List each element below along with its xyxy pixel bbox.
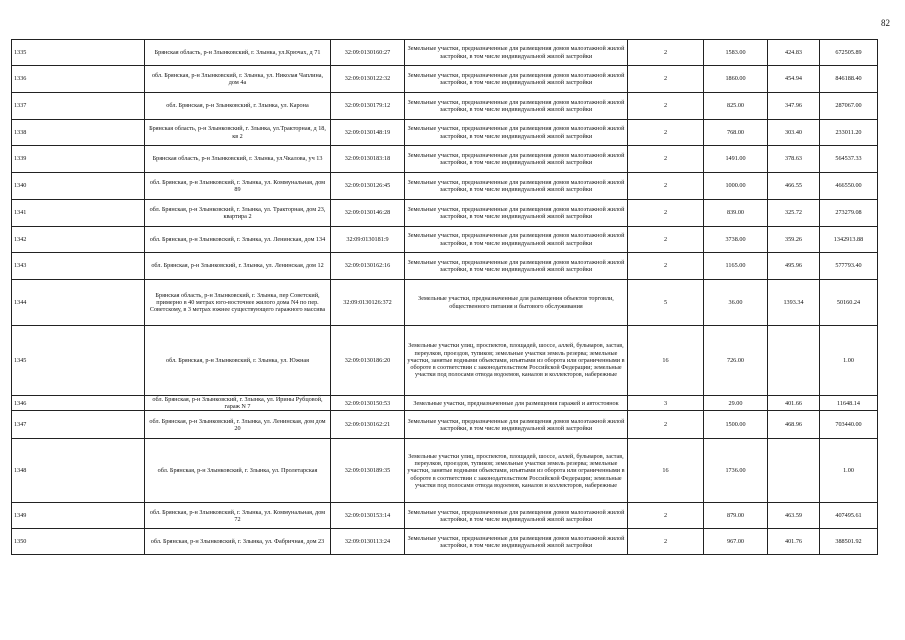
permitted-use-cell: Земельные участки, предназначенные для размещения домов малоэтажной жилой застройки, в том числе индивидуальной жилой застройки	[405, 529, 628, 555]
permitted-use-cell: Земельные участки, предназначенные для размещения гаражей и автостоянок	[405, 396, 628, 411]
row-number: 1345	[12, 326, 145, 396]
address-cell: обл. Брянская, р-н Злынковский, г. Злынка, ул. Ленинская, дом дом 20	[145, 411, 331, 439]
unit-value-cell: 466.55	[768, 173, 820, 200]
address-cell: обл. Брянская, р-н Злынковский, г. Злынка, ул. Николая Чаплина, дом 4а	[145, 66, 331, 93]
category-cell: 2	[628, 253, 704, 280]
cadastral-value-cell: 388501.92	[820, 529, 878, 555]
unit-value-cell: 424.83	[768, 40, 820, 66]
unit-value-cell	[768, 439, 820, 503]
address-cell: обл. Брянская, р-н Злынковский, г. Злынка, ул. Коммунальная, дом 89	[145, 173, 331, 200]
cadastral-number-cell: 32:09:0130162:21	[331, 411, 405, 439]
area-cell: 29.00	[704, 396, 768, 411]
table-row	[12, 396, 878, 411]
table-row	[12, 439, 878, 503]
area-cell: 1500.00	[704, 411, 768, 439]
category-cell: 2	[628, 173, 704, 200]
cadastral-value-cell: 1.00	[820, 326, 878, 396]
address-cell: Брянская область, р-н Злынковский, г. Злынка, пер Советский, примерно в 40 метрах юго-восточнее жилого дома N4 по пер. Советскому, в 3 метрах южнее существующего гаражного массива	[145, 280, 331, 326]
area-cell: 839.00	[704, 200, 768, 227]
table-row	[12, 93, 878, 120]
row-number: 1347	[12, 411, 145, 439]
cadastral-number-cell: 32:09:0130122:32	[331, 66, 405, 93]
unit-value-cell: 1393.34	[768, 280, 820, 326]
address-cell: обл. Брянская, р-н Злынковский, г. Злынка, ул. Коммунальная, дом 72	[145, 503, 331, 529]
address-cell: обл. Брянская, р-н Злынковский, г. Злынка, ул. Фабричная, дом 23	[145, 529, 331, 555]
address-cell: обл. Брянская, р-н Злынковский, г. Злынка, ул. Ленинская, дом 12	[145, 253, 331, 280]
row-number: 1340	[12, 173, 145, 200]
table-row	[12, 253, 878, 280]
unit-value-cell: 401.66	[768, 396, 820, 411]
cadastral-number-cell: 32:09:0130126:45	[331, 173, 405, 200]
area-cell: 1491.00	[704, 146, 768, 173]
area-cell: 967.00	[704, 529, 768, 555]
row-number: 1336	[12, 66, 145, 93]
cadastral-number-cell: 32:09:0130126:372	[331, 280, 405, 326]
unit-value-cell: 347.96	[768, 93, 820, 120]
cadastral-number-cell: 32:09:0130183:18	[331, 146, 405, 173]
unit-value-cell: 454.94	[768, 66, 820, 93]
unit-value-cell: 303.40	[768, 120, 820, 146]
cadastral-value-cell: 672505.89	[820, 40, 878, 66]
address-cell: Брянская область, р-н Злынковский, г. Злынка, ул.Чкалова, уч 13	[145, 146, 331, 173]
category-cell: 16	[628, 439, 704, 503]
cadastral-number-cell: 32:09:0130181:9	[331, 227, 405, 253]
cadastral-value-cell: 564537.33	[820, 146, 878, 173]
category-cell: 2	[628, 411, 704, 439]
cadastral-number-cell: 32:09:0130113:24	[331, 529, 405, 555]
category-cell: 2	[628, 227, 704, 253]
cadastral-value-cell: 466550.00	[820, 173, 878, 200]
cadastral-number-cell: 32:09:0130153:14	[331, 503, 405, 529]
table-row	[12, 200, 878, 227]
area-cell: 1165.00	[704, 253, 768, 280]
cadastral-number-cell: 32:09:0130186:20	[331, 326, 405, 396]
cadastral-number-cell: 32:09:0130189:35	[331, 439, 405, 503]
cadastral-value-cell: 233011.20	[820, 120, 878, 146]
cadastral-value-cell: 703440.00	[820, 411, 878, 439]
area-cell: 768.00	[704, 120, 768, 146]
cadastral-number-cell: 32:09:0130179:12	[331, 93, 405, 120]
address-cell: обл. Брянская, р-н Злынковский, г. Злынка, ул. Ирины Рубцовой, гараж N 7	[145, 396, 331, 411]
cadastral-value-cell: 846188.40	[820, 66, 878, 93]
unit-value-cell: 468.96	[768, 411, 820, 439]
category-cell: 2	[628, 120, 704, 146]
cadastral-number-cell: 32:09:0130146:28	[331, 200, 405, 227]
category-cell: 16	[628, 326, 704, 396]
area-cell: 3738.00	[704, 227, 768, 253]
table-row	[12, 326, 878, 396]
area-cell: 36.00	[704, 280, 768, 326]
permitted-use-cell: Земельные участки, предназначенные для размещения домов малоэтажной жилой застройки, в том числе индивидуальной жилой застройки	[405, 173, 628, 200]
table-row	[12, 40, 878, 66]
category-cell: 2	[628, 93, 704, 120]
row-number: 1344	[12, 280, 145, 326]
row-number: 1337	[12, 93, 145, 120]
permitted-use-cell: Земельные участки, предназначенные для размещения домов малоэтажной жилой застройки, в том числе индивидуальной жилой застройки	[405, 200, 628, 227]
land-register-table	[11, 39, 878, 555]
unit-value-cell: 378.63	[768, 146, 820, 173]
cadastral-value-cell: 407495.61	[820, 503, 878, 529]
cadastral-value-cell: 1.00	[820, 439, 878, 503]
row-number: 1342	[12, 227, 145, 253]
permitted-use-cell: Земельные участки, предназначенные для размещения объектов торговли, общественного питания и бытового обслуживания	[405, 280, 628, 326]
table-row	[12, 280, 878, 326]
cadastral-value-cell: 577793.40	[820, 253, 878, 280]
cadastral-value-cell: 287067.00	[820, 93, 878, 120]
table-row	[12, 529, 878, 555]
permitted-use-cell: Земельные участки, предназначенные для размещения домов малоэтажной жилой застройки, в том числе индивидуальной жилой застройки	[405, 146, 628, 173]
address-cell: обл. Брянская, р-н Злынковский, г. Злынка, ул. Южная	[145, 326, 331, 396]
cadastral-value-cell: 273279.08	[820, 200, 878, 227]
cadastral-number-cell: 32:09:0130162:16	[331, 253, 405, 280]
table-row	[12, 411, 878, 439]
page-number: 82	[881, 18, 890, 28]
table-row	[12, 173, 878, 200]
address-cell: обл. Брянская, р-н Злынковский, г. Злынка, ул. Пролетарская	[145, 439, 331, 503]
permitted-use-cell: Земельные участки, предназначенные для размещения домов малоэтажной жилой застройки, в том числе индивидуальной жилой застройки	[405, 411, 628, 439]
area-cell: 1583.00	[704, 40, 768, 66]
category-cell: 3	[628, 396, 704, 411]
category-cell: 2	[628, 503, 704, 529]
category-cell: 2	[628, 66, 704, 93]
row-number: 1348	[12, 439, 145, 503]
category-cell: 2	[628, 529, 704, 555]
table-row	[12, 146, 878, 173]
address-cell: обл. Брянская, р-н Злынковский, г. Злынка, ул. Ленинская, дом 134	[145, 227, 331, 253]
area-cell: 1000.00	[704, 173, 768, 200]
row-number: 1343	[12, 253, 145, 280]
row-number: 1350	[12, 529, 145, 555]
permitted-use-cell: Земельные участки, предназначенные для размещения домов малоэтажной жилой застройки, в том числе индивидуальной жилой застройки	[405, 227, 628, 253]
unit-value-cell: 495.96	[768, 253, 820, 280]
permitted-use-cell: Земельные участки, предназначенные для размещения домов малоэтажной жилой застройки, в том числе индивидуальной жилой застройки	[405, 93, 628, 120]
cadastral-number-cell: 32:09:0130148:19	[331, 120, 405, 146]
category-cell: 2	[628, 200, 704, 227]
row-number: 1346	[12, 396, 145, 411]
table-row	[12, 66, 878, 93]
cadastral-value-cell: 50160.24	[820, 280, 878, 326]
area-cell: 1860.00	[704, 66, 768, 93]
permitted-use-cell: Земельные участки улиц, проспектов, площадей, шоссе, аллей, бульваров, застав, переулков, проездов, тупиков; земельные участки земель резерва; земельные участки, занятые водными объектами, изъятыми из оборота или ограниченными в обороте в соответствии с законодательством Российской Федерации; земельные участки под полосами отвода водоемов, каналов и коллекторов, набережные	[405, 439, 628, 503]
unit-value-cell	[768, 326, 820, 396]
row-number: 1349	[12, 503, 145, 529]
address-cell: Брянская область, р-н Злынковский, г. Злынка, ул.Крючах, д 71	[145, 40, 331, 66]
unit-value-cell: 401.76	[768, 529, 820, 555]
unit-value-cell: 463.59	[768, 503, 820, 529]
row-number: 1338	[12, 120, 145, 146]
cadastral-number-cell: 32:09:0130150:53	[331, 396, 405, 411]
table-body	[12, 40, 878, 555]
table-row	[12, 120, 878, 146]
table-row	[12, 227, 878, 253]
permitted-use-cell: Земельные участки, предназначенные для размещения домов малоэтажной жилой застройки, в том числе индивидуальной жилой застройки	[405, 253, 628, 280]
cadastral-number-cell: 32:09:0130160:27	[331, 40, 405, 66]
area-cell: 879.00	[704, 503, 768, 529]
category-cell: 2	[628, 40, 704, 66]
table-row	[12, 503, 878, 529]
permitted-use-cell: Земельные участки, предназначенные для размещения домов малоэтажной жилой застройки, в том числе индивидуальной жилой застройки	[405, 40, 628, 66]
area-cell: 1736.00	[704, 439, 768, 503]
row-number: 1335	[12, 40, 145, 66]
row-number: 1339	[12, 146, 145, 173]
permitted-use-cell: Земельные участки, предназначенные для размещения домов малоэтажной жилой застройки, в том числе индивидуальной жилой застройки	[405, 120, 628, 146]
permitted-use-cell: Земельные участки, предназначенные для размещения домов малоэтажной жилой застройки, в том числе индивидуальной жилой застройки	[405, 503, 628, 529]
area-cell: 726.00	[704, 326, 768, 396]
category-cell: 5	[628, 280, 704, 326]
cadastral-value-cell: 1342913.88	[820, 227, 878, 253]
address-cell: обл. Брянская, р-н Злынковский, г. Злынка, ул. Карона	[145, 93, 331, 120]
address-cell: Брянская область, р-н Злынковский, г. Злынка, ул.Тракторная, д 18, кв 2	[145, 120, 331, 146]
unit-value-cell: 325.72	[768, 200, 820, 227]
permitted-use-cell: Земельные участки улиц, проспектов, площадей, шоссе, аллей, бульваров, застав, переулков, проездов, тупиков; земельные участки земель резерва; земельные участки, занятые водными объектами, изъятыми из оборота или ограниченными в обороте в соответствии с законодательством Российской Федерации; земельные участки под полосами отвода водоемов, каналов и коллекторов, набережные	[405, 326, 628, 396]
address-cell: обл. Брянская, р-н Злынковский, г. Злынка, ул. Тракторная, дом 23, квартира 2	[145, 200, 331, 227]
permitted-use-cell: Земельные участки, предназначенные для размещения домов малоэтажной жилой застройки, в том числе индивидуальной жилой застройки	[405, 66, 628, 93]
unit-value-cell: 359.26	[768, 227, 820, 253]
row-number: 1341	[12, 200, 145, 227]
cadastral-value-cell: 11648.14	[820, 396, 878, 411]
area-cell: 825.00	[704, 93, 768, 120]
category-cell: 2	[628, 146, 704, 173]
